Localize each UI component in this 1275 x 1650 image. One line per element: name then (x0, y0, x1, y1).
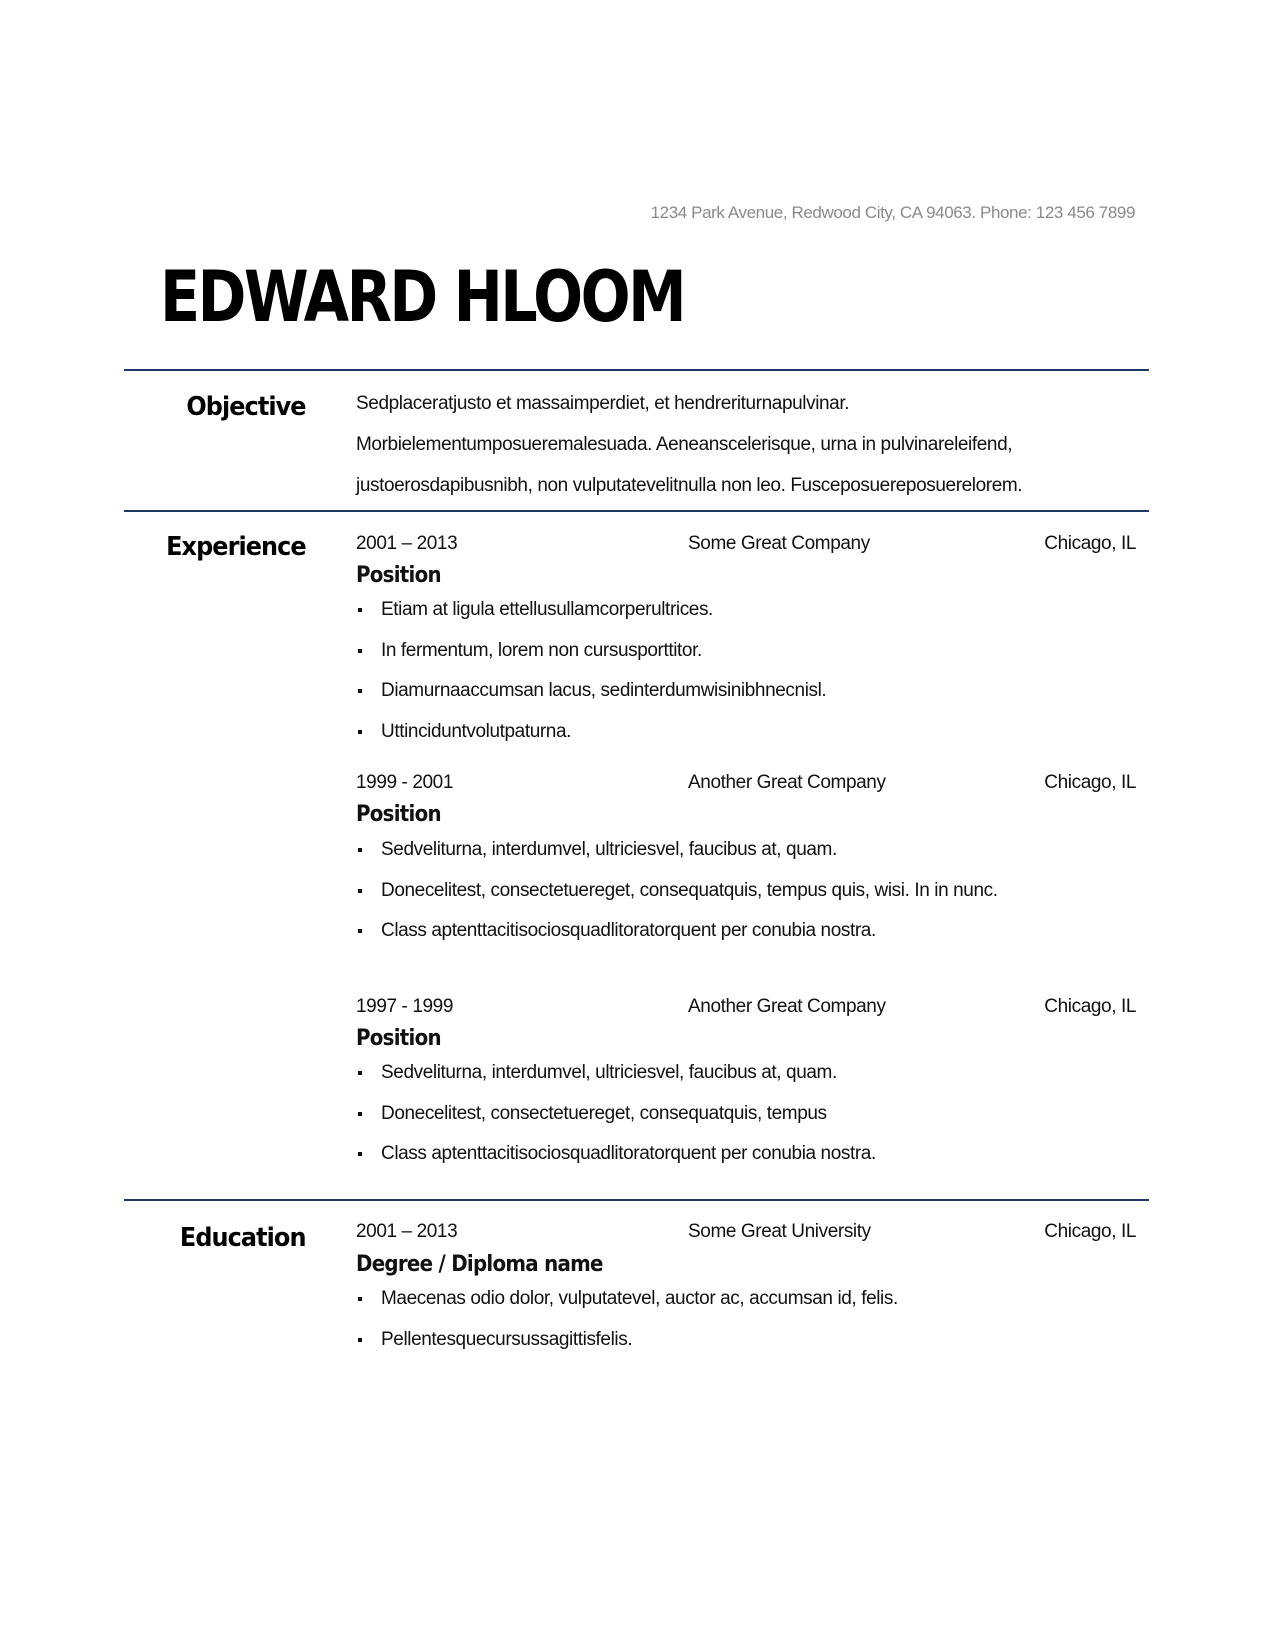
bullet-icon (358, 1338, 362, 1342)
objective-text (356, 383, 1022, 506)
job-company: Another Great Company (688, 996, 886, 1017)
education-heading: Education (180, 1223, 306, 1253)
bullet-text: Donecelitest, consectetuereget, consequatquis, tempus (381, 1102, 827, 1124)
job-bullet-list (356, 598, 826, 760)
job-position: Position (356, 563, 441, 588)
job-bullet-list (356, 838, 998, 960)
objective-line: Sedplaceratjusto et massaimperdiet, et hendreriturnapulvinar. (356, 393, 850, 414)
bullet-text: Maecenas odio dolor, vulputatevel, auctor ac, accumsan id, felis. (381, 1288, 898, 1309)
list-item (356, 639, 826, 680)
list-item (356, 1142, 876, 1183)
objective-heading: Objective (186, 392, 306, 422)
job-position: Position (356, 802, 441, 827)
experience-heading: Experience (166, 532, 306, 562)
bullet-text: Etiam at ligula ettellusullamcorperultrices. (381, 599, 713, 620)
bullet-icon (358, 1071, 362, 1075)
bullet-icon (358, 848, 362, 852)
section-divider (124, 510, 1149, 512)
list-item (356, 1061, 876, 1102)
candidate-name: EDWARD HLOOM (160, 256, 685, 338)
bullet-icon (358, 1152, 362, 1156)
bullet-text: Class aptenttacitisociosquadlitoratorquent per conubia nostra. (381, 1143, 876, 1164)
bullet-icon (358, 929, 362, 933)
bullet-icon (358, 608, 362, 612)
job-header (356, 996, 1136, 1020)
bullet-icon (358, 1297, 362, 1301)
bullet-icon (358, 1112, 362, 1116)
list-item (356, 1287, 898, 1328)
education-dates: 2001 – 2013 (356, 1221, 458, 1242)
bullet-text: Diamurnaaccumsan lacus, sedinterdumwisinibhnecnisl. (381, 680, 827, 701)
list-item (356, 879, 998, 920)
job-company: Some Great Company (688, 533, 870, 554)
bullet-icon (358, 889, 362, 893)
job-header (356, 533, 1136, 557)
bullet-text: In fermentum, lorem non cursusporttitor. (381, 639, 702, 661)
job-dates: 1999 - 2001 (356, 772, 454, 793)
bullet-text: Donecelitest, consectetuereget, consequatquis, tempus quis, wisi. In in nunc. (381, 879, 998, 901)
bullet-text: Sedveliturna, interdumvel, ultriciesvel, faucibus at, quam. (381, 839, 837, 860)
section-divider (124, 369, 1149, 371)
list-item (356, 1328, 898, 1369)
contact-info: 1234 Park Avenue, Redwood City, CA 94063. Phone: 123 456 7899 (650, 203, 1135, 222)
job-header (356, 772, 1136, 796)
list-item (356, 1102, 876, 1143)
list-item (356, 598, 826, 639)
bullet-text: Uttinciduntvolutpaturna. (381, 720, 572, 742)
education-location: Chicago, IL (1044, 1221, 1136, 1242)
list-item (356, 679, 826, 720)
bullet-icon (358, 730, 362, 734)
bullet-text: Class aptenttacitisociosquadlitoratorquent per conubia nostra. (381, 920, 876, 941)
bullet-icon (358, 649, 362, 653)
job-dates: 2001 – 2013 (356, 533, 458, 554)
list-item (356, 838, 998, 879)
list-item (356, 720, 826, 761)
job-location: Chicago, IL (1044, 996, 1136, 1017)
job-company: Another Great Company (688, 772, 886, 793)
bullet-text: Pellentesquecursussagittisfelis. (381, 1328, 633, 1350)
bullet-text: Sedveliturna, interdumvel, ultriciesvel, faucibus at, quam. (381, 1062, 837, 1083)
education-header (356, 1221, 1136, 1245)
job-location: Chicago, IL (1044, 772, 1136, 793)
job-bullet-list (356, 1061, 876, 1183)
objective-line: justoerosdapibusnibh, non vulputatevelitnulla non leo. Fusceposuereposuerelorem. (356, 475, 1023, 496)
job-position: Position (356, 1026, 441, 1051)
list-item (356, 919, 998, 960)
education-degree: Degree / Diploma name (356, 1252, 603, 1277)
section-divider (124, 1199, 1149, 1201)
education-school: Some Great University (688, 1221, 871, 1242)
bullet-icon (358, 689, 362, 693)
job-location: Chicago, IL (1044, 533, 1136, 554)
job-dates: 1997 - 1999 (356, 996, 454, 1017)
objective-line: Morbielementumposueremalesuada. Aeneanscelerisque, urna in pulvinareleifend, (356, 434, 1013, 455)
education-bullet-list (356, 1287, 898, 1368)
